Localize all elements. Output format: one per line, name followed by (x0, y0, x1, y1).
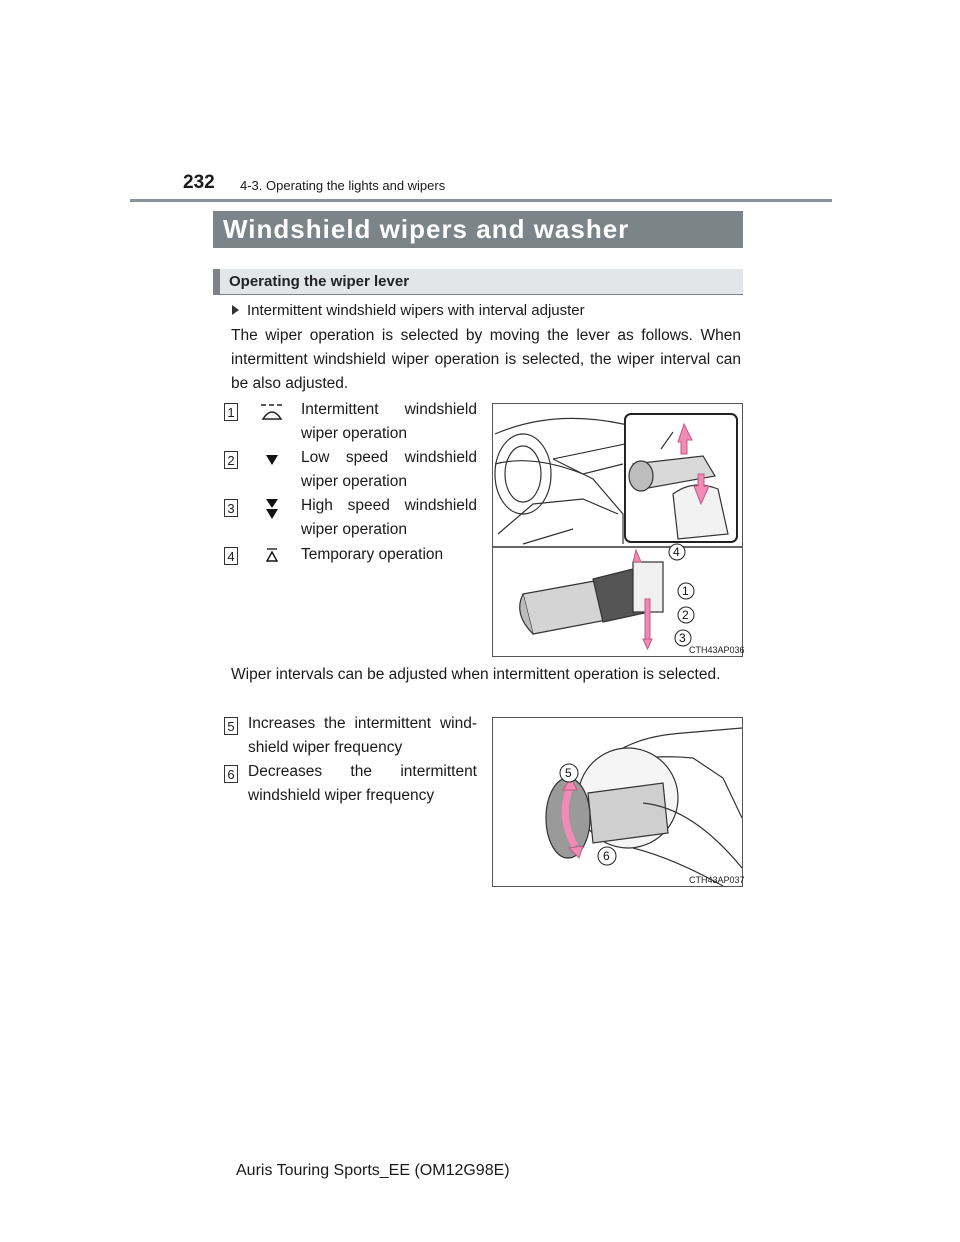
item-5-line2: shield wiper frequency (248, 739, 403, 756)
interval-adjuster-illustration (493, 718, 742, 886)
low-speed-triangle-icon (265, 454, 279, 466)
fig2-callout-5: 5 (565, 766, 572, 780)
subsection-heading: Operating the wiper lever (213, 269, 743, 295)
wiper-lever-illustration (493, 404, 742, 656)
page-number: 232 (183, 172, 215, 193)
fig1-callout-4: 4 (673, 545, 680, 559)
fig1-callout-1: 1 (682, 584, 689, 598)
item-1-text (301, 398, 477, 446)
fig2-callout-6: 6 (603, 849, 610, 863)
header-divider (130, 199, 832, 202)
item-6-line2: windshield wiper frequency (248, 787, 435, 804)
fig1-callout-3: 3 (679, 631, 686, 645)
item-1-line2: wiper operation (301, 425, 407, 442)
item-number-4: 4 (224, 547, 238, 565)
item-3-text (301, 494, 477, 542)
item-2-text (301, 446, 477, 494)
temporary-operation-icon (266, 548, 278, 562)
item-3-line2: wiper operation (301, 521, 407, 538)
page-title: Windshield wipers and washer (213, 211, 743, 248)
item-1-line1: Intermittent windshield (301, 401, 477, 418)
fig1-callout-2: 2 (682, 608, 689, 622)
item-4-text: Temporary operation (301, 546, 444, 563)
intermittent-wiper-icon (257, 401, 287, 423)
interval-paragraph: Wiper intervals can be adjusted when intermittent operation is selected. (231, 666, 721, 683)
intro-paragraph: The wiper operation is selected by moving the lever as follows. When intermittent windshield wiper operation is selected, the wiper interval can be also adjusted. (231, 327, 741, 392)
item-number-1: 1 (224, 403, 238, 421)
item-number-5: 5 (224, 717, 238, 735)
high-speed-double-triangle-icon (265, 498, 279, 520)
item-2-line2: wiper operation (301, 473, 407, 490)
item-5-text (248, 712, 477, 760)
wiper-lever-figure (492, 403, 743, 657)
item-number-2: 2 (224, 451, 238, 469)
item-2-line1: Low speed windshield (301, 449, 477, 466)
footer-model: Auris Touring Sports_EE (OM12G98E) (236, 1162, 510, 1179)
item-6-text (248, 760, 477, 808)
bullet-text: Intermittent windshield wipers with interval adjuster (247, 302, 585, 319)
figure-2-code: CTH43AP037 (689, 875, 745, 885)
item-5-line1: Increases the intermittent wind- (248, 715, 477, 732)
item-3-line1: High speed windshield (301, 497, 477, 514)
item-number-6: 6 (224, 765, 238, 783)
item-number-3: 3 (224, 499, 238, 517)
bullet-item (232, 302, 585, 319)
interval-adjuster-figure (492, 717, 743, 887)
section-label: 4-3. Operating the lights and wipers (240, 178, 446, 193)
figure-1-code: CTH43AP036 (689, 645, 745, 655)
bullet-triangle-icon (232, 305, 239, 315)
subsection-divider (213, 294, 743, 295)
item-6-line1: Decreases the intermittent (248, 763, 477, 780)
